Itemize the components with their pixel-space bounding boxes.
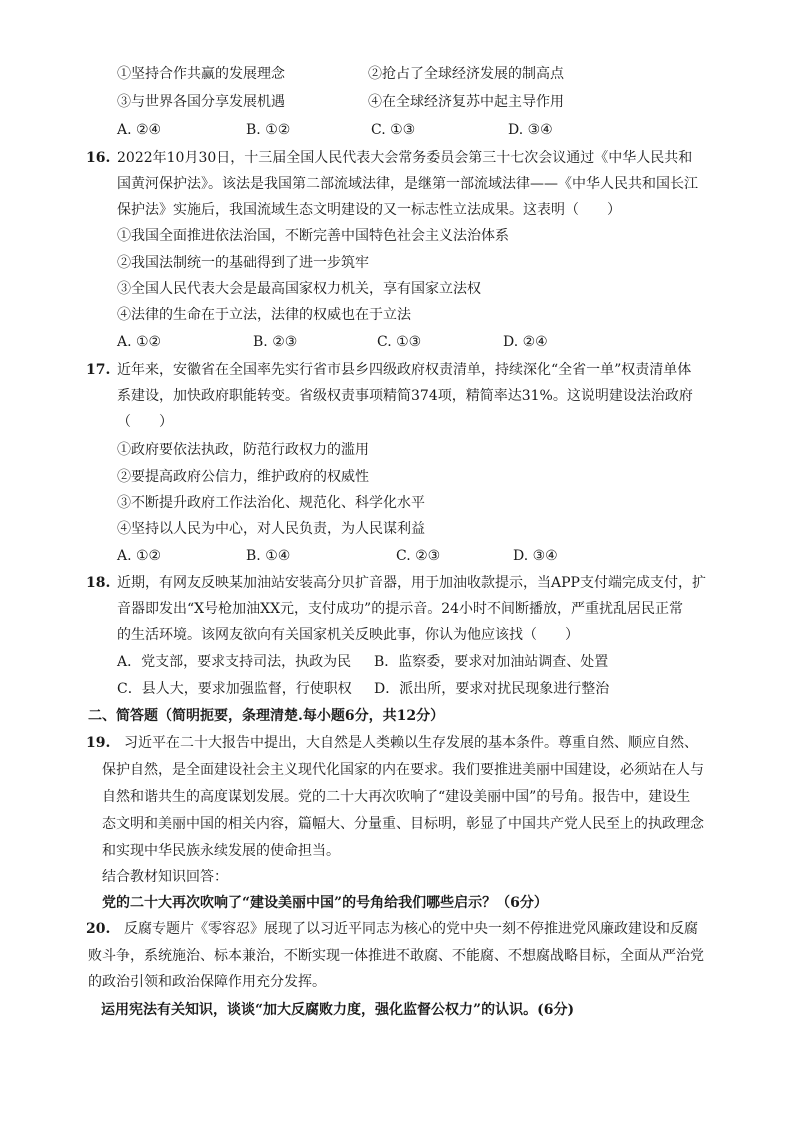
q15-option-d[interactable]: D. ③④	[508, 122, 553, 138]
q19-prompt: 结合教材知识回答：	[102, 869, 228, 885]
q20-stem-line-1: 反腐专题片《零容忍》展现了以习近平同志为核心的党中央一刻不停推进党风廉政建设和反腐	[124, 921, 698, 937]
q19-number: 19.	[86, 735, 111, 751]
q17-number: 17.	[86, 362, 111, 378]
q17-option-c[interactable]: C. ②③	[396, 548, 441, 564]
q17-stem-line-3: （ ）	[117, 414, 173, 430]
q17-stem-line-2: 系建设，加快政府职能转变。省级权责事项精简374项，精简率达31%。这说明建设法治政府	[117, 388, 693, 404]
q15-statement-1: ①坚持合作共赢的发展理念	[117, 66, 285, 82]
q19-stem-line-4: 态文明和美丽中国的相关内容，篇幅大、分量重、目标明，彰显了中国共产党人民至上的执政理念	[102, 816, 704, 832]
q19-stem-line-2: 保护自然，是全面建设社会主义现代化国家的内在要求。我们要推进美丽中国建设，必须站在人与	[102, 762, 704, 778]
q18-option-b[interactable]: B．监察委，要求对加油站调查、处置	[374, 654, 609, 670]
q16-statement-1: ①我国全面推进依法治国，不断完善中国特色社会主义法治体系	[117, 228, 509, 244]
q17-statement-1: ①政府要依法执政，防范行政权力的滥用	[117, 442, 369, 458]
q18-stem-line-3: 的生活环境。该网友欲向有关国家机关反映此事，你认为他应该找（ ）	[117, 627, 579, 643]
q15-option-b[interactable]: B. ①②	[246, 122, 291, 138]
q18-number: 18.	[86, 575, 111, 591]
q15-statement-3: ③与世界各国分享发展机遇	[117, 94, 285, 110]
q15-option-a[interactable]: A. ②④	[117, 122, 162, 138]
q16-option-a[interactable]: A. ①②	[117, 334, 162, 350]
q16-statement-3: ③全国人民代表大会是最高国家权力机关，享有国家立法权	[117, 281, 481, 297]
q16-stem-line-1: 2022年10月30日，十三届全国人民代表大会常务委员会第三十七次会议通过《中华人民共和	[117, 150, 693, 166]
q17-option-a[interactable]: A. ①②	[117, 548, 162, 564]
q20-stem-line-2: 败斗争，系统施治、标本兼治，不断实现一体推进不敢腐、不能腐、不想腐战略目标，全面从严治党	[88, 948, 704, 964]
q18-option-c[interactable]: C．县人大，要求加强监督，行使职权	[117, 681, 352, 697]
q17-statement-2: ②要提高政府公信力，维护政府的权威性	[117, 469, 369, 485]
q16-stem-line-2: 国黄河保护法》。该法是我国第二部流域法律，是继第一部流域法律——《中华人民共和国长江	[117, 176, 698, 192]
q16-stem-line-3: 保护法》实施后，我国流域生态文明建设的又一标志性立法成果。这表明（ ）	[117, 202, 621, 218]
q16-number: 16.	[86, 150, 111, 166]
q16-statement-4: ④法律的生命在于立法，法律的权威也在于立法	[117, 307, 411, 323]
q18-option-a[interactable]: A．党支部，要求支持司法，执政为民	[117, 654, 352, 670]
q17-option-b[interactable]: B. ①④	[246, 548, 291, 564]
q19-stem-line-5: 和实现中华民族永续发展的使命担当。	[102, 843, 340, 859]
q19-stem-line-3: 自然和谐共生的高度谋划发展。党的二十大再次吹响了“建设美丽中国”的号角。报告中，建设生	[102, 789, 691, 805]
q19-question: 党的二十大再次吹响了“建设美丽中国”的号角给我们哪些启示？（6分）	[102, 895, 548, 911]
q15-statement-2: ②抢占了全球经济发展的制高点	[368, 66, 564, 82]
q16-statement-2: ②我国法制统一的基础得到了进一步筑牢	[117, 255, 369, 271]
q17-statement-3: ③不断提升政府工作法治化、规范化、科学化水平	[117, 495, 425, 511]
q18-option-d[interactable]: D．派出所，要求对扰民现象进行整治	[374, 681, 610, 697]
q15-statement-4: ④在全球经济复苏中起主导作用	[368, 94, 564, 110]
q20-question: 运用宪法有关知识，谈谈“加大反腐败力度，强化监督公权力”的认识。(6分)	[101, 1002, 575, 1018]
q17-stem-line-1: 近年来，安徽省在全国率先实行省市县乡四级政府权责清单，持续深化“全省一单”权责清单体	[117, 362, 692, 378]
q20-stem-line-3: 的政治引领和政治保障作用充分发挥。	[88, 974, 326, 990]
q16-option-b[interactable]: B. ②③	[253, 334, 298, 350]
section-2-title: 二、简答题（简明扼要，条理清楚.每小题6分，共12分）	[88, 708, 445, 724]
q18-stem-line-2: 音器即发出“X号枪加油XX元，支付成功”的提示音。24小时不间断播放，严重扰乱居民正常	[117, 601, 684, 617]
q16-option-c[interactable]: C. ①③	[377, 334, 422, 350]
q17-option-d[interactable]: D. ③④	[513, 548, 558, 564]
q19-stem-line-1: 习近平在二十大报告中提出，大自然是人类赖以生存发展的基本条件。尊重自然、顺应自然、	[124, 735, 698, 751]
q16-option-d[interactable]: D. ②④	[503, 334, 548, 350]
q17-statement-4: ④坚持以人民为中心，对人民负责，为人民谋利益	[117, 521, 425, 537]
q20-number: 20.	[86, 921, 111, 937]
q18-stem-line-1: 近期，有网友反映某加油站安装高分贝扩音器，用于加油收款提示，当APP支付端完成支付，扩	[117, 575, 706, 591]
q15-option-c[interactable]: C. ①③	[371, 122, 416, 138]
